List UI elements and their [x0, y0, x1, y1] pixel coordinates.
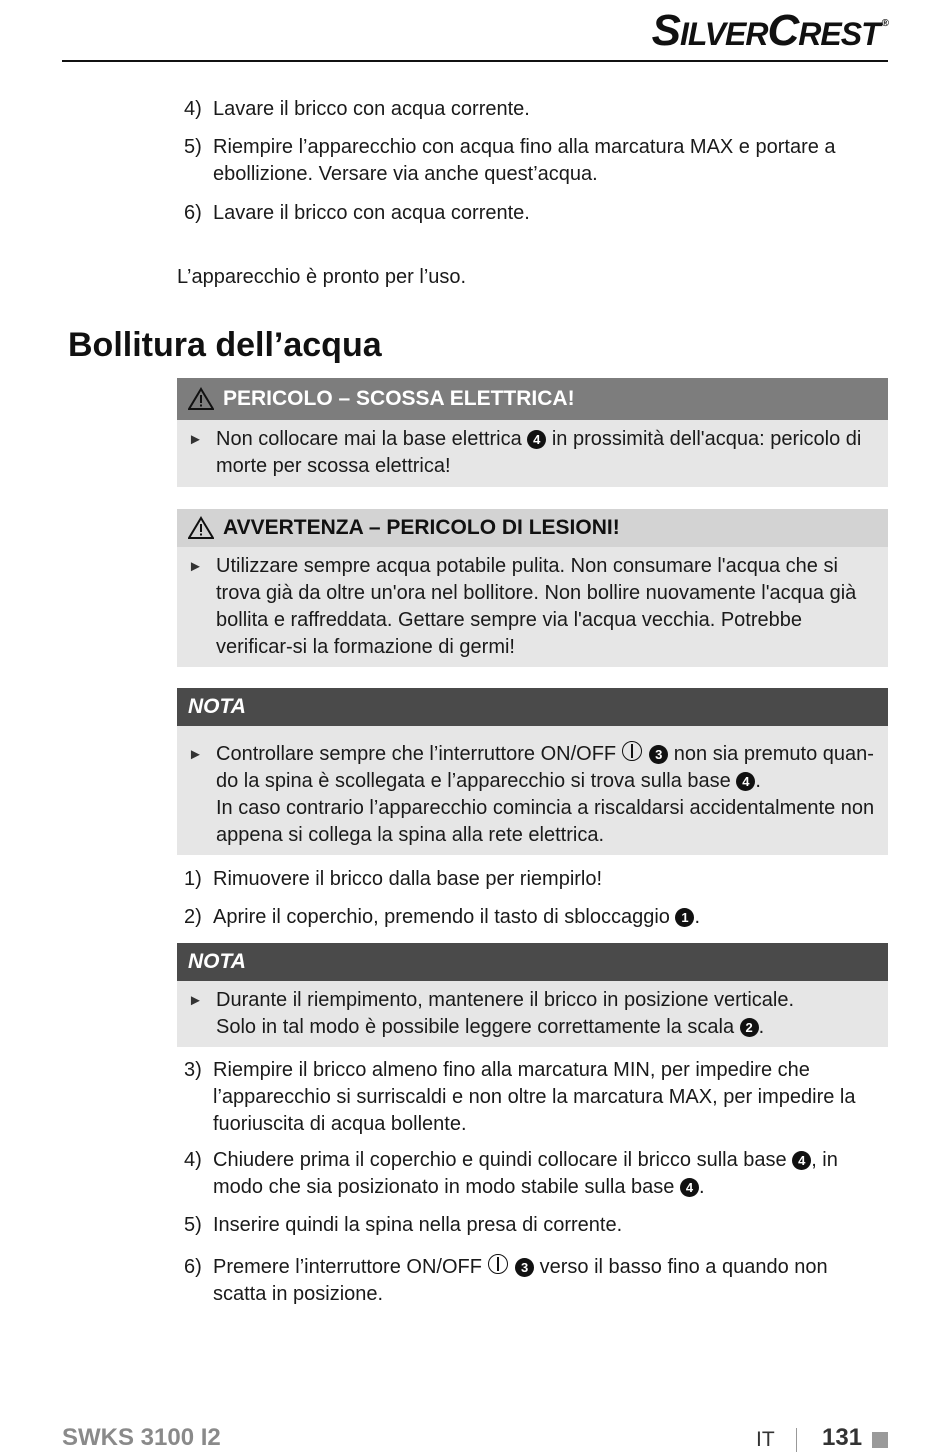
header-rule — [62, 60, 888, 62]
reference-number: 3 — [515, 1258, 534, 1277]
step-number: 5) — [184, 1214, 202, 1236]
brand-letter: S — [651, 6, 681, 55]
step-item — [184, 866, 874, 893]
footer-square-mark — [872, 1432, 888, 1448]
bullet-text: Utilizzare sempre acqua potabile pulita. Non consumare l'acqua che si trova già da oltre un'ora nel bollitore. Non bollire nuovamente l'acqua già bollita e raffreddata. Gettare sempre via l'acqua vecchia. Potrebbe verificar-si la formazione di germi! — [216, 555, 857, 658]
step-text: , in modo che sia posizionato in modo stabile sulla base — [213, 1149, 838, 1198]
brand-letters: ILVER — [680, 16, 768, 52]
registered-mark: ® — [881, 18, 888, 29]
note-bullet — [177, 741, 888, 849]
step-item — [184, 200, 874, 227]
warning-box — [177, 509, 888, 667]
note-box — [177, 943, 888, 1047]
step-text: Chiudere prima il coperchio e quindi collocare il bricco sulla base — [213, 1149, 793, 1171]
bullet-text: in prossimità dell'acqua: pericolo di morte per scossa elettrica! — [216, 428, 862, 477]
note-bullet — [177, 987, 888, 1041]
step-item — [184, 1212, 874, 1239]
warning-triangle-icon — [188, 516, 214, 540]
warning-header — [177, 509, 888, 547]
reference-number: 2 — [740, 1018, 759, 1037]
reference-number: 4 — [736, 772, 755, 791]
danger-title: PERICOLO – SCOSSA ELETTRICA! — [223, 387, 575, 410]
step-text: Rimuovere il bricco dalla base per riempirlo! — [213, 868, 603, 890]
bullet-arrow-icon: ► — [188, 431, 203, 448]
section-title: Bollitura dell’acqua — [68, 326, 382, 364]
step-item — [184, 1147, 844, 1201]
step-text: verso il basso fino a quando non scatta in posizione. — [213, 1256, 828, 1305]
danger-header — [177, 378, 888, 420]
power-switch-icon — [488, 1254, 508, 1274]
brand-letter: C — [767, 6, 799, 55]
step-text: Premere l’interruttore ON/OFF — [213, 1256, 488, 1278]
page-number: 131 — [822, 1424, 863, 1451]
reference-number: 4 — [527, 430, 546, 449]
step-number: 4) — [184, 98, 202, 120]
bullet-arrow-icon: ► — [188, 992, 203, 1009]
step-number: 4) — [184, 1149, 202, 1171]
step-item — [184, 1057, 874, 1138]
bullet-text: In caso contrario l’apparecchio comincia a riscaldarsi accidentalmente non appena si collega la spina alla rete elettrica. — [216, 797, 875, 846]
bullet-text: Non collocare mai la base elettrica — [216, 428, 528, 450]
ready-text: L’apparecchio è pronto per l’uso. — [177, 266, 467, 288]
bullet-arrow-icon: ► — [188, 558, 203, 575]
bullet-text: . — [755, 770, 761, 792]
warning-title: AVVERTENZA – PERICOLO DI LESIONI! — [223, 516, 620, 539]
step-number: 2) — [184, 906, 202, 928]
bullet-text: . — [758, 1016, 765, 1038]
brand-logo — [652, 6, 888, 56]
reference-number: 4 — [680, 1178, 699, 1197]
footer-model: SWKS 3100 I2 — [62, 1424, 221, 1451]
brand-letters: REST — [798, 16, 880, 52]
step-number: 1) — [184, 868, 202, 890]
danger-box — [177, 378, 888, 487]
step-text: Riempire l’apparecchio con acqua fino alla marcatura MAX e portare a ebollizione. Versare via anche quest’acqua. — [213, 136, 836, 185]
bullet-text: Durante il riempimento, mantenere il bricco in posizione verticale. Solo in tal modo è possibile leggere correttamente la scala — [216, 989, 795, 1038]
danger-bullet — [177, 426, 888, 480]
footer-separator — [796, 1428, 797, 1452]
step-item — [184, 96, 874, 123]
reference-number: 4 — [792, 1151, 811, 1170]
reference-number: 3 — [649, 745, 668, 764]
note-box — [177, 688, 888, 855]
step-text: Aprire il coperchio, premendo il tasto di sbloccaggio — [213, 906, 676, 928]
reference-number: 1 — [675, 908, 694, 927]
step-text: Lavare il bricco con acqua corrente. — [213, 98, 530, 120]
note-header — [177, 943, 888, 981]
step-text: Inserire quindi la spina nella presa di corrente. — [213, 1214, 623, 1236]
bullet-text: Controllare sempre che l’interruttore ON/OFF — [216, 743, 622, 765]
note-title: NOTA — [188, 695, 246, 718]
step-text: . — [694, 906, 701, 928]
note-header — [177, 688, 888, 726]
step-text: Lavare il bricco con acqua corrente. — [213, 202, 530, 224]
warning-triangle-icon — [188, 387, 214, 411]
power-switch-icon — [622, 741, 642, 761]
footer-language: IT — [756, 1428, 775, 1451]
step-text: Riempire il bricco almeno fino alla marcatura MIN, per impedire che l’apparecchio si surriscaldi e non oltre la marcatura MAX, per impedire la fuoriuscita di acqua bollente. — [213, 1059, 856, 1135]
step-item — [184, 904, 874, 931]
warning-bullet — [177, 553, 888, 661]
bullet-text: non sia premuto quan-do la spina è scollegata e l’apparecchio si trova sulla base — [216, 743, 874, 792]
bullet-arrow-icon: ► — [188, 746, 203, 763]
step-item — [184, 134, 844, 188]
step-text: . — [698, 1176, 705, 1198]
step-number: 5) — [184, 136, 202, 158]
note-title: NOTA — [188, 950, 246, 973]
step-number: 3) — [184, 1059, 202, 1081]
step-item — [184, 1254, 844, 1308]
step-number: 6) — [184, 1256, 202, 1278]
step-number: 6) — [184, 202, 202, 224]
